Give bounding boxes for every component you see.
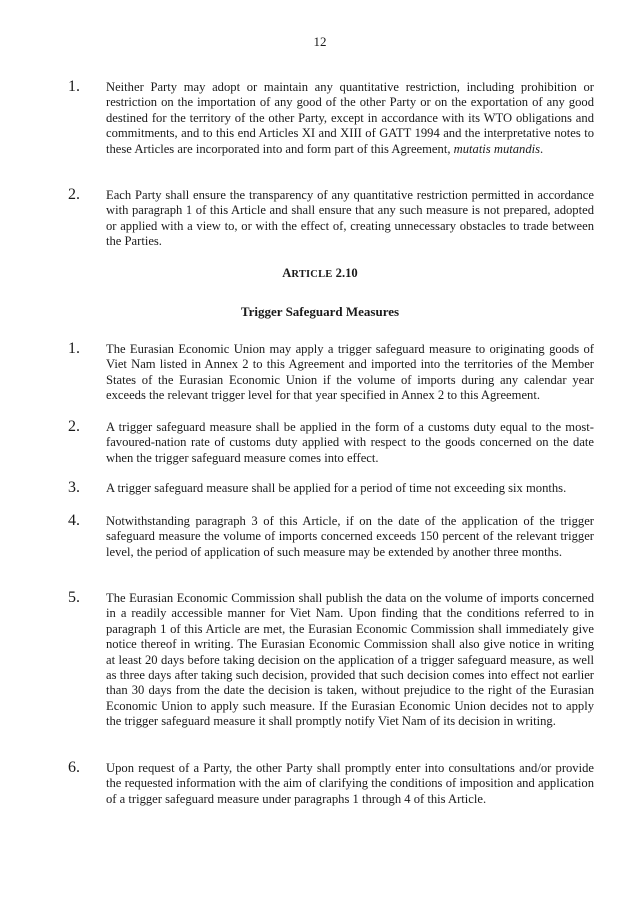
paragraph-text: Notwithstanding paragraph 3 of this Article, if on the date of the application of the trigger safeguard measure the volume of imports concerned exceeds 150 percent of the relevant trigger level, the period of application of such measure may be extended by another three months. — [106, 514, 594, 559]
paragraph-text — [88, 80, 594, 157]
latin-phrase: mutatis mutandis — [453, 141, 541, 156]
paragraph-number: 5. — [68, 589, 80, 606]
article-title: Trigger Safeguard Measures — [240, 304, 400, 319]
article-heading-number: 2.10 — [332, 266, 358, 280]
paragraph-top-1 — [68, 78, 594, 157]
article-paragraph-2 — [68, 418, 594, 466]
article-heading — [0, 266, 640, 281]
paragraph-text: Each Party shall ensure the transparency of any quantitative restriction permitted in accordance with paragraph 1 of this Article and shall ensure that any such measure is not prepared, adopted or applied with a view to, or with the effect of, creating unnecessary obstacles to trade between the Parties. — [106, 188, 594, 249]
paragraph-top-2 — [68, 186, 594, 250]
paragraph-number: 2. — [68, 186, 80, 203]
paragraph-text: Upon request of a Party, the other Party shall promptly enter into consultations and/or provide the requested information with the aim of clarifying the conditions of imposition and application of a trigger safeguard measure under paragraphs 1 through 4 of this Article. — [106, 761, 594, 806]
article-paragraph-1 — [68, 340, 594, 404]
paragraph-text-tail: . — [540, 141, 544, 156]
paragraph-number: 1. — [68, 340, 80, 357]
paragraph-number: 3. — [68, 479, 80, 496]
paragraph-number: 1. — [68, 78, 80, 95]
article-paragraph-6 — [68, 759, 594, 807]
paragraph-number: 4. — [68, 512, 80, 529]
paragraph-text: A trigger safeguard measure shall be applied for a period of time not exceeding six months. — [106, 481, 567, 495]
article-paragraph-4 — [68, 512, 594, 560]
paragraph-number: 2. — [68, 418, 80, 435]
article-paragraph-5 — [68, 589, 594, 730]
paragraph-text: The Eurasian Economic Commission shall publish the data on the volume of imports concerned in a readily accessible manner for Viet Nam. Upon finding that the conditions referred to in paragraph 1 of this Article are met, the Eurasian Economic Commission shall immediately give notice thereof in writing. The Eurasian Economic Commission shall also give notice in writing at least 20 days before taking decision on the application of a trigger safeguard measure, as well as three days after taking such decision, provided that such decision comes into effect not earlier than 30 days from the date the decision is taken, without prejudice to the right of the Eurasian Economic Union to apply such measure. If the Eurasian Economic Union decides not to apply the trigger safeguard measure it shall promptly notify Viet Nam of its decision in writing. — [106, 591, 594, 729]
article-heading-initial: A — [282, 266, 292, 280]
article-heading-smallcaps: RTICLE — [291, 269, 333, 280]
article-paragraph-3 — [68, 479, 594, 496]
paragraph-number: 6. — [68, 759, 80, 776]
paragraph-text-main: Neither Party may adopt or maintain any quantitative restriction, including prohibition or restriction on the importation of any good of the other Party or on the exportation of any good destined for the territory of the other Party, except in accordance with its WTO obligations and commitments, and to this end Articles XI and XIII of GATT 1994 and the interpretative notes to these Articles are incorporated into and form part of this Agreement, — [106, 80, 594, 156]
paragraph-text: The Eurasian Economic Union may apply a trigger safeguard measure to originating goods of Viet Nam listed in Annex 2 to this Agreement and imported into the territories of the Member States of the Eurasian Economic Union if the volume of imports during any calendar year exceeds the relevant trigger level for that year specified in Annex 2 to this Agreement. — [106, 342, 594, 403]
page-number: 12 — [313, 34, 327, 49]
paragraph-text: A trigger safeguard measure shall be applied in the form of a customs duty equal to the most-favoured-nation rate of customs duty applied with respect to the goods concerned on the date when the trigger safeguard measure comes into effect. — [106, 420, 594, 465]
